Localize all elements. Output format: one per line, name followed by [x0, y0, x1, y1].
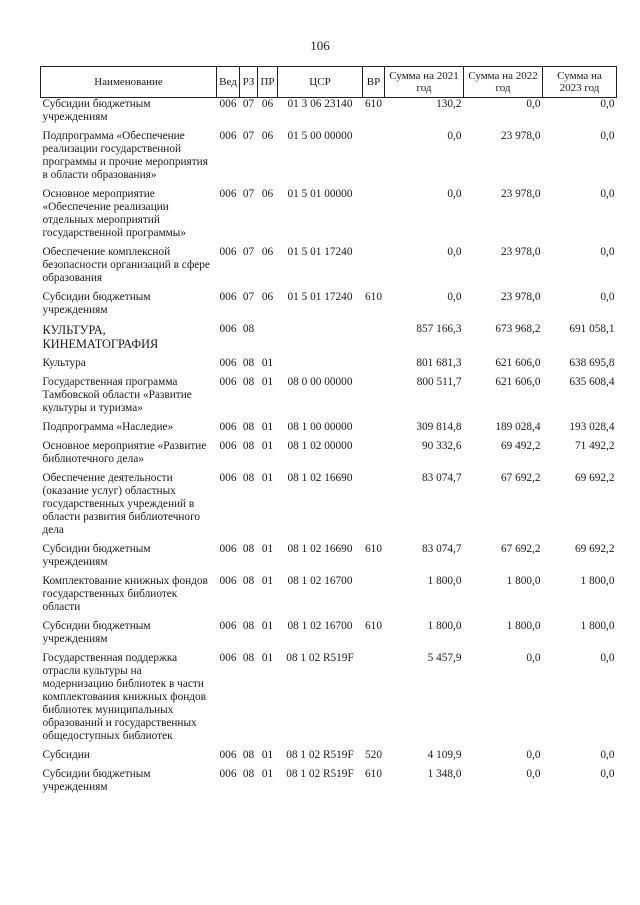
cell-sum-2023: 691 058,1 — [569, 323, 615, 335]
cell-sum-2021: 0,0 — [447, 246, 462, 258]
cell-pr: 06 — [261, 98, 274, 110]
cell-ved: 006 — [219, 323, 237, 335]
cell-vr — [363, 472, 385, 543]
cell-pr: 01 — [261, 376, 274, 388]
cell-sum-2022: 67 692,2 — [500, 543, 541, 555]
cell-csr: 08 1 02 R519F — [286, 652, 354, 664]
cell-name: Государственная поддержка отрасли культуры на модернизацию библиотек в части комплектования книжных фондов библиотек муниципальных образований и государственных общедоступных библиотек — [42, 652, 207, 742]
cell-ved: 006 — [219, 376, 237, 388]
cell-csr: 08 1 02 16690 — [287, 472, 353, 484]
cell-csr: 08 1 02 00000 — [287, 440, 353, 452]
cell-sum-2021: 801 681,3 — [416, 357, 462, 369]
cell-sum-2022: 621 606,0 — [495, 357, 541, 369]
cell-sum-2022: 23 978,0 — [500, 291, 541, 303]
cell-vr — [363, 357, 385, 376]
cell-name: Основное мероприятие «Развитие библиотечного дела» — [42, 440, 207, 465]
cell-name: Субсидии бюджетным учреждениям — [42, 768, 151, 793]
cell-sum-2021: 5 457,9 — [427, 652, 462, 664]
column-header-name: Наименование — [41, 67, 217, 98]
cell-ved: 006 — [219, 440, 237, 452]
table-row — [41, 620, 617, 652]
cell-pr: 01 — [261, 543, 274, 555]
cell-sum-2021: 4 109,9 — [427, 749, 462, 761]
cell-vr: 610 — [365, 620, 382, 632]
cell-pr: 06 — [261, 188, 274, 200]
cell-rz: 08 — [242, 652, 255, 664]
column-header-csr: ЦСР — [278, 67, 363, 98]
cell-sum-2021: 1 800,0 — [427, 620, 462, 632]
cell-csr: 08 1 02 R519F — [286, 768, 354, 780]
cell-vr — [363, 421, 385, 440]
cell-sum-2022: 0,0 — [526, 652, 541, 664]
table-row — [41, 376, 617, 421]
cell-pr: 01 — [261, 620, 274, 632]
cell-name: КУЛЬТУРА, КИНЕМАТОГРАФИЯ — [42, 323, 159, 351]
cell-ved: 006 — [219, 652, 237, 664]
table-row — [41, 652, 617, 749]
cell-sum-2022: 621 606,0 — [495, 376, 541, 388]
cell-sum-2022: 23 978,0 — [500, 188, 541, 200]
cell-vr: 610 — [365, 291, 382, 303]
table-row — [41, 323, 617, 357]
cell-name: Обеспечение деятельности (оказание услуг) областных государственных учреждений в области развития библиотечного дела — [42, 472, 201, 536]
cell-name: Подпрограмма «Обеспечение реализации государственной программы и прочие мероприятия в области образования» — [42, 130, 208, 181]
cell-rz: 07 — [242, 291, 255, 303]
cell-name: Субсидии бюджетным учреждениям — [42, 291, 151, 316]
column-header-sum-2021: Сумма на 2021 год — [385, 67, 464, 98]
cell-csr — [278, 323, 363, 357]
cell-csr — [278, 357, 363, 376]
table-row — [41, 440, 617, 472]
cell-sum-2022: 23 978,0 — [500, 130, 541, 142]
column-header-vr: ВР — [363, 67, 385, 98]
cell-ved: 006 — [219, 575, 237, 587]
cell-name: Государственная программа Тамбовской области «Развитие культуры и туризма» — [42, 376, 192, 414]
cell-pr: 01 — [261, 652, 274, 664]
table-body — [41, 98, 617, 801]
cell-name: Основное мероприятие «Обеспечение реализации отдельных мероприятий государственной программы» — [42, 188, 187, 239]
cell-name: Подпрограмма «Наследие» — [42, 421, 174, 433]
cell-pr: 01 — [261, 575, 274, 587]
table-row — [41, 575, 617, 620]
table-row — [41, 291, 617, 323]
cell-rz: 07 — [242, 246, 255, 258]
cell-rz: 07 — [242, 130, 255, 142]
table-row — [41, 768, 617, 800]
cell-sum-2023: 0,0 — [600, 291, 615, 303]
cell-sum-2022: 69 492,2 — [500, 440, 541, 452]
cell-ved: 006 — [219, 768, 237, 780]
cell-vr — [363, 440, 385, 472]
cell-sum-2023: 0,0 — [600, 130, 615, 142]
cell-sum-2021: 309 814,8 — [416, 421, 462, 433]
column-header-pr: ПР — [258, 67, 278, 98]
cell-pr: 06 — [261, 246, 274, 258]
cell-rz: 08 — [242, 323, 255, 335]
cell-name: Культура — [42, 357, 86, 369]
cell-csr: 08 1 00 00000 — [287, 421, 353, 433]
cell-sum-2021: 83 074,7 — [421, 472, 462, 484]
cell-csr: 08 1 02 R519F — [286, 749, 354, 761]
cell-sum-2023: 1 800,0 — [580, 620, 615, 632]
cell-ved: 006 — [219, 472, 237, 484]
cell-csr: 01 5 01 17240 — [287, 291, 353, 303]
cell-sum-2022: 1 800,0 — [506, 575, 541, 587]
cell-pr: 01 — [261, 357, 274, 369]
cell-rz: 08 — [242, 575, 255, 587]
cell-vr — [363, 188, 385, 246]
cell-sum-2023: 1 800,0 — [580, 575, 615, 587]
cell-sum-2023: 71 492,2 — [574, 440, 615, 452]
cell-sum-2021: 0,0 — [447, 130, 462, 142]
cell-rz: 08 — [242, 620, 255, 632]
cell-pr: 01 — [261, 749, 274, 761]
cell-vr: 610 — [365, 98, 382, 110]
cell-vr — [363, 652, 385, 749]
cell-vr — [363, 246, 385, 291]
cell-csr: 01 5 01 17240 — [287, 246, 353, 258]
budget-table — [40, 66, 617, 800]
cell-ved: 006 — [219, 291, 237, 303]
column-header-sum-2023: Сумма на 2023 год — [543, 67, 617, 98]
cell-sum-2021: 1 800,0 — [427, 575, 462, 587]
cell-ved: 006 — [219, 98, 237, 110]
cell-rz: 07 — [242, 98, 255, 110]
cell-ved: 006 — [219, 620, 237, 632]
cell-rz: 08 — [242, 472, 255, 484]
cell-name: Субсидии — [42, 749, 90, 761]
cell-sum-2022: 1 800,0 — [506, 620, 541, 632]
cell-vr: 610 — [365, 768, 382, 780]
cell-sum-2022: 673 968,2 — [495, 323, 541, 335]
cell-name: Комплектование книжных фондов государственных библиотек области — [42, 575, 208, 613]
cell-sum-2022: 0,0 — [526, 98, 541, 110]
cell-rz: 08 — [242, 749, 255, 761]
cell-ved: 006 — [219, 246, 237, 258]
table-row — [41, 472, 617, 543]
cell-sum-2023: 0,0 — [600, 246, 615, 258]
cell-ved: 006 — [219, 421, 237, 433]
cell-sum-2022: 0,0 — [526, 768, 541, 780]
cell-name: Субсидии бюджетным учреждениям — [42, 543, 151, 568]
cell-sum-2022: 189 028,4 — [495, 421, 541, 433]
cell-sum-2023: 635 608,4 — [569, 376, 615, 388]
cell-sum-2021: 800 511,7 — [416, 376, 462, 388]
table-row — [41, 246, 617, 291]
table-header-row — [41, 67, 617, 98]
cell-name: Субсидии бюджетным учреждениям — [42, 620, 151, 645]
cell-vr — [363, 376, 385, 421]
cell-sum-2022: 23 978,0 — [500, 246, 541, 258]
cell-pr — [258, 323, 278, 357]
page-number: 106 — [310, 38, 330, 53]
cell-sum-2021: 857 166,3 — [416, 323, 462, 335]
cell-csr: 01 5 00 00000 — [287, 130, 353, 142]
cell-pr: 01 — [261, 768, 274, 780]
cell-pr: 06 — [261, 130, 274, 142]
cell-vr: 610 — [365, 543, 382, 555]
cell-sum-2021: 0,0 — [447, 188, 462, 200]
table-row — [41, 98, 617, 131]
cell-sum-2023: 0,0 — [600, 652, 615, 664]
table-row — [41, 357, 617, 376]
cell-csr: 08 1 02 16700 — [287, 575, 353, 587]
cell-ved: 006 — [219, 749, 237, 761]
cell-sum-2021: 130,2 — [436, 98, 462, 110]
cell-csr: 08 1 02 16690 — [287, 543, 353, 555]
cell-ved: 006 — [219, 188, 237, 200]
cell-csr: 08 0 00 00000 — [287, 376, 353, 388]
table-row — [41, 421, 617, 440]
cell-sum-2023: 638 695,8 — [569, 357, 615, 369]
cell-ved: 006 — [219, 543, 237, 555]
column-header-sum-2022: Сумма на 2022 год — [464, 67, 543, 98]
cell-sum-2023: 69 692,2 — [574, 543, 615, 555]
cell-rz: 07 — [242, 188, 255, 200]
cell-pr: 01 — [261, 421, 274, 433]
cell-ved: 006 — [219, 130, 237, 142]
cell-sum-2023: 69 692,2 — [574, 472, 615, 484]
column-header-ved: Вед — [217, 67, 240, 98]
cell-sum-2021: 83 074,7 — [421, 543, 462, 555]
cell-rz: 08 — [242, 421, 255, 433]
table-row — [41, 543, 617, 575]
cell-vr: 520 — [365, 749, 382, 761]
table-row — [41, 130, 617, 188]
cell-rz: 08 — [242, 768, 255, 780]
cell-sum-2022: 0,0 — [526, 749, 541, 761]
cell-sum-2023: 0,0 — [600, 188, 615, 200]
cell-sum-2023: 193 028,4 — [569, 421, 615, 433]
cell-vr — [363, 575, 385, 620]
cell-sum-2023: 0,0 — [600, 749, 615, 761]
cell-sum-2023: 0,0 — [600, 768, 615, 780]
cell-sum-2022: 67 692,2 — [500, 472, 541, 484]
cell-ved: 006 — [219, 357, 237, 369]
cell-sum-2021: 1 348,0 — [427, 768, 462, 780]
cell-pr: 06 — [261, 291, 274, 303]
cell-name: Субсидии бюджетным учреждениям — [42, 98, 151, 123]
cell-sum-2021: 90 332,6 — [421, 440, 462, 452]
cell-rz: 08 — [242, 440, 255, 452]
cell-pr: 01 — [261, 440, 274, 452]
cell-csr: 08 1 02 16700 — [287, 620, 353, 632]
column-header-rz: РЗ — [240, 67, 258, 98]
cell-vr — [363, 323, 385, 357]
cell-vr — [363, 130, 385, 188]
cell-rz: 08 — [242, 357, 255, 369]
cell-csr: 01 5 01 00000 — [287, 188, 353, 200]
table-row — [41, 749, 617, 768]
cell-sum-2023: 0,0 — [600, 98, 615, 110]
cell-csr: 01 3 06 23140 — [287, 98, 353, 110]
cell-rz: 08 — [242, 543, 255, 555]
cell-sum-2021: 0,0 — [447, 291, 462, 303]
table-row — [41, 188, 617, 246]
cell-rz: 08 — [242, 376, 255, 388]
cell-name: Обеспечение комплексной безопасности организаций в сфере образования — [42, 246, 210, 284]
cell-pr: 01 — [261, 472, 274, 484]
